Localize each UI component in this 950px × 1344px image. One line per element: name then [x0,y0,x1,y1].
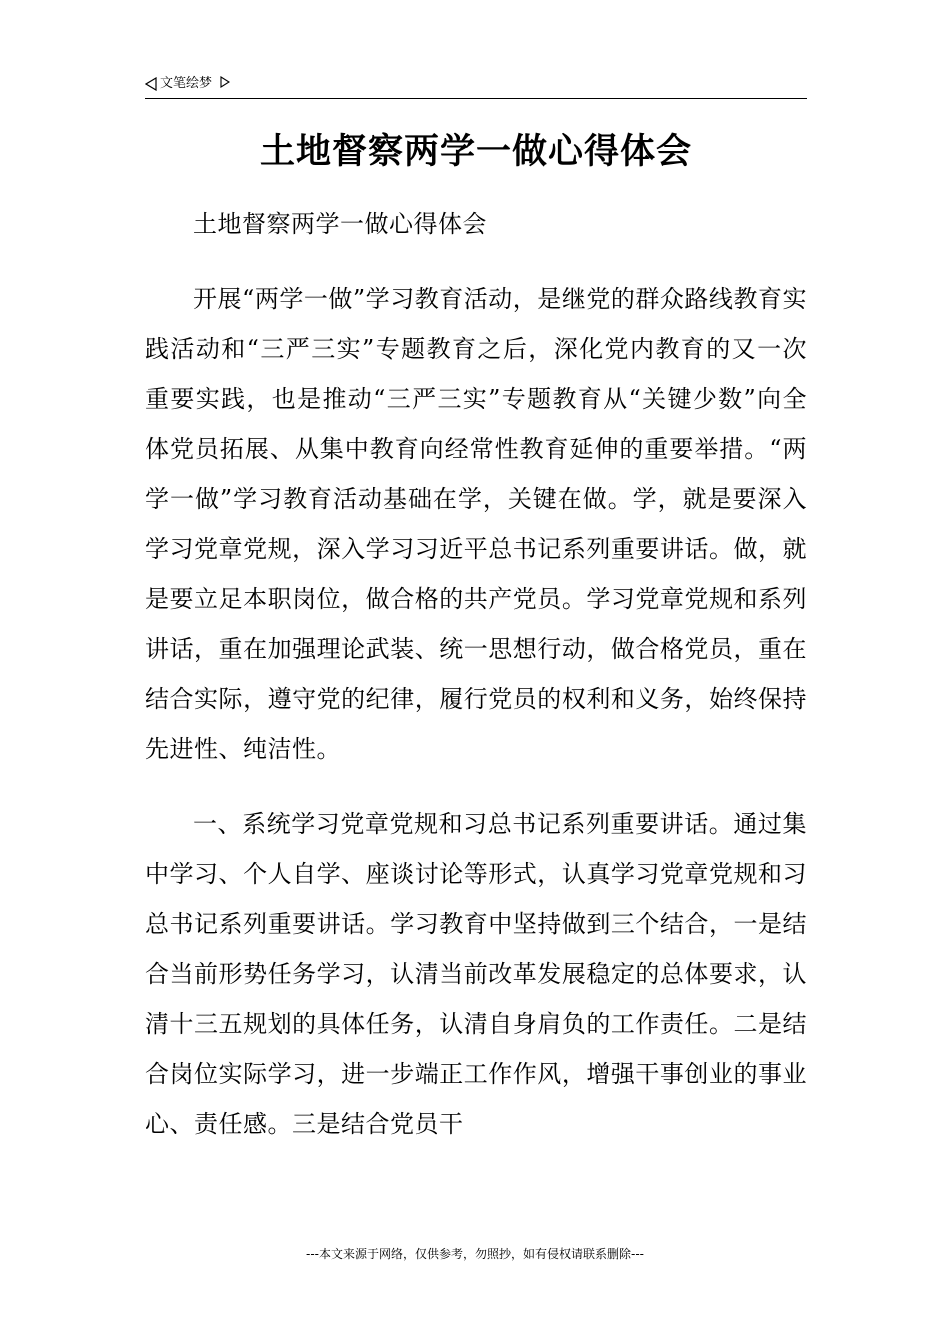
footer-notice: ---本文来源于网络，仅供参考，勿照抄，如有侵权请联系删除--- [306,1247,644,1261]
document-subtitle: 土地督察两学一做心得体会 [193,210,487,238]
document-body [145,199,807,1149]
triangle-right-icon [220,76,230,88]
page-header [145,74,807,99]
triangle-left-icon [145,77,157,91]
body-paragraph: 开展“两学一做”学习教育活动，是继党的群众路线教育实践活动和“三严三实”专题教育之后，深化党内教育的又一次重要实践，也是推动“三严三实”专题教育从“关键少数”向全体党员拓展、从集中教育向经常性教育延伸的重要举措。“两学一做”学习教育活动基础在学，关键在做。学，就是要深入学习党章党规，深入学习习近平总书记系列重要讲话。做，就是要立足本职岗位，做合格的共产党员。学习党章党规和系列讲话，重在加强理论武装、统一思想行动，做合格党员，重在结合实际，遵守党的纪律，履行党员的权利和义务，始终保持先进性、纯洁性。 [145,285,807,763]
body-paragraph: 一、系统学习党章党规和习总书记系列重要讲话。通过集中学习、个人自学、座谈讨论等形式，认真学习党章党规和习总书记系列重要讲话。学习教育中坚持做到三个结合，一是结合当前形势任务学习，认清当前改革发展稳定的总体要求，认清十三五规划的具体任务，认清自身肩负的工作责任。二是结合岗位实际学习，进一步端正工作作风，增强干事创业的事业心、责任感。三是结合党员干 [145,810,807,1138]
header-brand-group [145,76,230,92]
document-title: 土地督察两学一做心得体会 [259,132,692,172]
header-brand: 文笔绘梦 [160,76,213,91]
